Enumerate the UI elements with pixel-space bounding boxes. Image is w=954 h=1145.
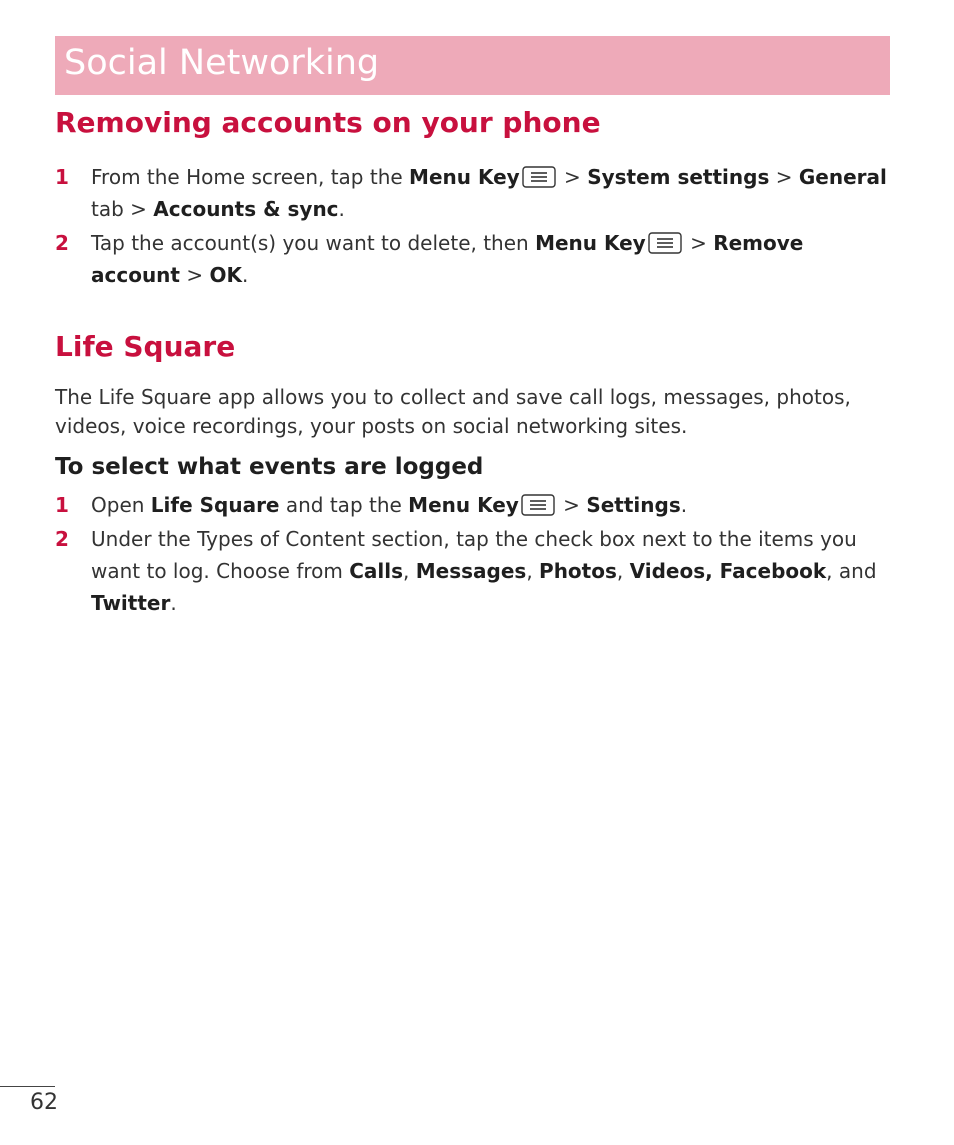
life-square-step-1 bbox=[55, 489, 895, 521]
footer-divider bbox=[0, 1086, 55, 1087]
page-number: 62 bbox=[30, 1090, 58, 1115]
events-logged-subheading: To select what events are logged bbox=[55, 454, 484, 480]
life-square-step-2 bbox=[55, 523, 895, 619]
step-text: Tap the account(s) you want to delete, then Menu Key > Remove account > OK. bbox=[91, 231, 804, 287]
removing-step-1 bbox=[55, 161, 895, 225]
menu-key-icon bbox=[521, 494, 555, 516]
step-text: Under the Types of Content section, tap the check box next to the items you want to log. Choose from Calls, Messages, Photos, Videos, Facebook, and Twitter. bbox=[91, 527, 877, 615]
life-square-intro: The Life Square app allows you to collect and save call logs, messages, photos, videos, voice recordings, your posts on social networking sites. bbox=[55, 385, 851, 438]
removing-accounts-heading: Removing accounts on your phone bbox=[55, 106, 601, 139]
step-number: 1 bbox=[55, 493, 69, 517]
menu-key-icon bbox=[522, 166, 556, 188]
life-square-heading: Life Square bbox=[55, 330, 236, 363]
removing-step-2 bbox=[55, 227, 895, 291]
section-banner bbox=[55, 36, 890, 95]
step-number: 2 bbox=[55, 527, 69, 551]
step-number: 1 bbox=[55, 165, 69, 189]
step-number: 2 bbox=[55, 231, 69, 255]
step-text: From the Home screen, tap the Menu Key > System settings > General tab > Accounts & sync. bbox=[91, 165, 887, 221]
section-title: Social Networking bbox=[64, 43, 380, 83]
step-text: Open Life Square and tap the Menu Key > Settings. bbox=[91, 493, 688, 517]
menu-key-icon bbox=[648, 232, 682, 254]
